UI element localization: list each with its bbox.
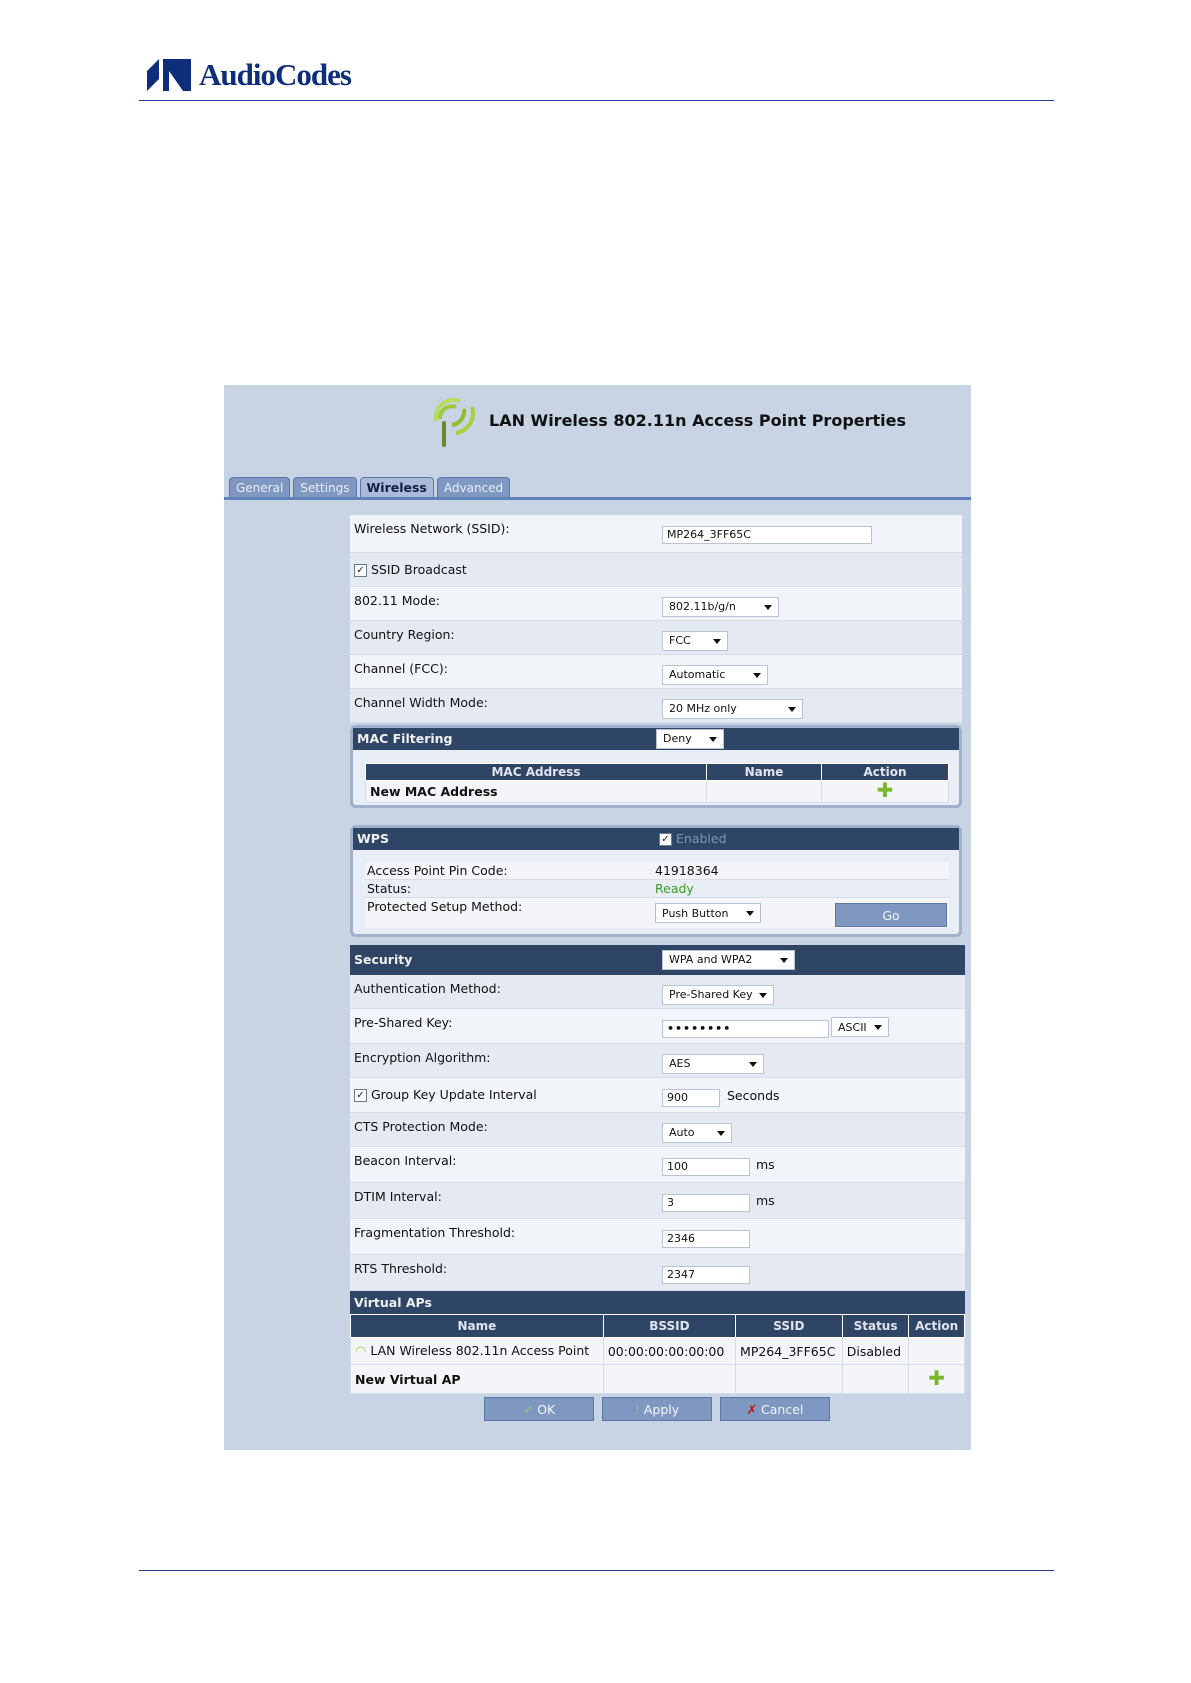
beacon-row bbox=[350, 1147, 965, 1183]
wps-go-button[interactable]: Go bbox=[835, 903, 947, 927]
chevron-down-icon bbox=[874, 1025, 882, 1030]
cts-row bbox=[350, 1113, 965, 1147]
rts-input[interactable] bbox=[662, 1266, 750, 1284]
brand-name: AudioCodes bbox=[199, 57, 351, 92]
chevron-down-icon bbox=[753, 673, 761, 678]
wps-status-label: Status: bbox=[367, 881, 412, 896]
mac-table bbox=[365, 763, 949, 803]
beacon-label: Beacon Interval: bbox=[354, 1153, 457, 1168]
table-cell bbox=[736, 1365, 843, 1394]
mode-label: 802.11 Mode: bbox=[354, 593, 440, 608]
encryption-select[interactable] bbox=[662, 1054, 764, 1074]
dtim-unit: ms bbox=[756, 1193, 775, 1208]
virtual-aps-bar bbox=[350, 1291, 965, 1314]
dtim-input[interactable] bbox=[662, 1194, 750, 1212]
dtim-row bbox=[350, 1183, 965, 1219]
psk-format-value: ASCII bbox=[838, 1020, 867, 1034]
wps-box bbox=[350, 825, 962, 937]
mac-filtering-value: Deny bbox=[663, 732, 692, 745]
group-key-label: Group Key Update Interval bbox=[371, 1087, 537, 1102]
new-virtual-ap-link[interactable]: New Virtual AP bbox=[351, 1365, 604, 1394]
new-mac-address-link[interactable]: New MAC Address bbox=[366, 781, 707, 803]
wps-status-value: Ready bbox=[655, 881, 694, 896]
audiocodes-logo-icon bbox=[145, 57, 193, 93]
tab-bar bbox=[229, 477, 513, 497]
cts-value: Auto bbox=[669, 1126, 695, 1139]
vap-col-action: Action bbox=[909, 1315, 965, 1338]
ssid-label: Wireless Network (SSID): bbox=[354, 521, 510, 536]
group-key-input[interactable] bbox=[662, 1089, 720, 1107]
vap-col-ssid: SSID bbox=[736, 1315, 843, 1338]
wps-bar bbox=[353, 828, 959, 850]
channel-label: Channel (FCC): bbox=[354, 661, 448, 676]
mac-filtering-bar bbox=[353, 728, 959, 750]
header-rule bbox=[139, 100, 1054, 101]
encryption-label: Encryption Algorithm: bbox=[354, 1050, 491, 1065]
auth-label: Authentication Method: bbox=[354, 981, 501, 996]
ssid-broadcast-label: SSID Broadcast bbox=[371, 562, 467, 577]
psk-input[interactable] bbox=[662, 1020, 829, 1038]
psk-label: Pre-Shared Key: bbox=[354, 1015, 453, 1030]
ssid-broadcast-checkbox[interactable]: ✓ bbox=[354, 564, 367, 577]
mac-filtering-box bbox=[350, 725, 962, 808]
wps-label: WPS bbox=[357, 831, 389, 846]
audiocodes-logo bbox=[145, 55, 351, 95]
wps-pin-label: Access Point Pin Code: bbox=[367, 863, 508, 878]
group-key-checkbox[interactable]: ✓ bbox=[354, 1089, 367, 1102]
table-cell bbox=[842, 1365, 909, 1394]
auth-select[interactable] bbox=[662, 985, 774, 1005]
mode-value: 802.11b/g/n bbox=[669, 600, 736, 613]
tab-general[interactable]: General bbox=[229, 477, 290, 498]
chevron-down-icon bbox=[780, 958, 788, 963]
chevron-down-icon bbox=[788, 707, 796, 712]
virtual-aps-table bbox=[350, 1314, 965, 1394]
wireless-icon bbox=[430, 395, 478, 451]
tab-wireless[interactable]: Wireless bbox=[360, 477, 434, 498]
channel-select[interactable] bbox=[662, 665, 768, 685]
ok-button[interactable] bbox=[484, 1397, 594, 1421]
chevron-down-icon bbox=[709, 737, 717, 742]
vap-col-name: Name bbox=[351, 1315, 604, 1338]
apply-icon: ! bbox=[634, 1402, 640, 1417]
vap-col-status: Status bbox=[842, 1315, 909, 1338]
country-value: FCC bbox=[669, 634, 691, 647]
wps-pin-value: 41918364 bbox=[655, 863, 719, 878]
table-cell bbox=[707, 781, 822, 803]
vap-name: LAN Wireless 802.11n Access Point bbox=[370, 1343, 590, 1358]
mac-filtering-select[interactable] bbox=[656, 729, 724, 749]
vap-status: Disabled bbox=[842, 1338, 909, 1365]
chevron-down-icon bbox=[746, 911, 754, 916]
mac-filtering-label: MAC Filtering bbox=[357, 731, 453, 746]
country-select[interactable] bbox=[662, 631, 728, 651]
wps-method-value: Push Button bbox=[662, 906, 729, 920]
virtual-aps-label: Virtual APs bbox=[354, 1295, 432, 1310]
frag-label: Fragmentation Threshold: bbox=[354, 1225, 516, 1240]
wps-fields bbox=[365, 862, 949, 928]
width-label: Channel Width Mode: bbox=[354, 695, 488, 710]
cancel-button[interactable] bbox=[720, 1397, 830, 1421]
close-icon: ✗ bbox=[746, 1402, 758, 1417]
wps-enabled-label: Enabled bbox=[676, 831, 727, 846]
cts-select[interactable] bbox=[662, 1123, 732, 1143]
rts-label: RTS Threshold: bbox=[354, 1261, 448, 1276]
table-row bbox=[351, 1365, 965, 1394]
chevron-down-icon bbox=[764, 605, 772, 610]
frag-row bbox=[350, 1219, 965, 1255]
general-settings bbox=[350, 515, 962, 723]
width-select[interactable] bbox=[662, 699, 803, 719]
mode-select[interactable] bbox=[662, 597, 779, 617]
check-icon: ✓ bbox=[522, 1402, 534, 1417]
chevron-down-icon bbox=[749, 1062, 757, 1067]
psk-format-select[interactable] bbox=[831, 1017, 889, 1037]
ok-label: OK bbox=[537, 1402, 556, 1417]
width-value: 20 MHz only bbox=[669, 702, 737, 715]
security-select[interactable] bbox=[662, 950, 795, 970]
encryption-row bbox=[350, 1044, 965, 1078]
wps-method-select[interactable] bbox=[655, 903, 761, 923]
dtim-label: DTIM Interval: bbox=[354, 1189, 442, 1204]
wps-method-label: Protected Setup Method: bbox=[367, 899, 523, 914]
table-row bbox=[366, 781, 949, 803]
auth-value: Pre-Shared Key bbox=[669, 988, 753, 1001]
beacon-unit: ms bbox=[756, 1157, 775, 1172]
table-cell bbox=[603, 1365, 735, 1394]
tab-underline bbox=[224, 497, 971, 500]
width-row bbox=[350, 689, 962, 723]
cancel-label: Cancel bbox=[761, 1402, 804, 1417]
vap-col-bssid: BSSID bbox=[603, 1315, 735, 1338]
security-settings bbox=[350, 945, 965, 1394]
apply-label: Apply bbox=[643, 1402, 680, 1417]
mac-col-name: Name bbox=[707, 764, 822, 781]
auth-row bbox=[350, 975, 965, 1009]
window-title: LAN Wireless 802.11n Access Point Properties bbox=[489, 411, 907, 430]
rts-row bbox=[350, 1255, 965, 1291]
frag-input[interactable] bbox=[662, 1230, 750, 1248]
channel-value: Automatic bbox=[669, 668, 726, 681]
ssid-row bbox=[350, 515, 962, 553]
channel-row bbox=[350, 655, 962, 689]
wireless-icon: ◠ bbox=[355, 1344, 367, 1359]
mode-row bbox=[350, 587, 962, 621]
table-row[interactable] bbox=[351, 1338, 965, 1365]
group-key-unit: Seconds bbox=[727, 1088, 780, 1103]
wps-enabled-checkbox[interactable]: ✓ bbox=[659, 833, 672, 846]
mac-col-address: MAC Address bbox=[366, 764, 707, 781]
vap-bssid: 00:00:00:00:00:00 bbox=[603, 1338, 735, 1365]
group-key-row bbox=[350, 1078, 965, 1113]
ssid-input[interactable] bbox=[662, 526, 872, 544]
security-bar bbox=[350, 945, 965, 975]
vap-ssid: MP264_3FF65C bbox=[736, 1338, 843, 1365]
properties-window bbox=[224, 385, 971, 1450]
add-mac-icon[interactable]: ✚ bbox=[876, 778, 894, 802]
add-virtual-ap-icon[interactable]: ✚ bbox=[928, 1365, 946, 1390]
mac-col-action: Action bbox=[822, 764, 949, 781]
security-value: WPA and WPA2 bbox=[669, 953, 753, 966]
ssid-broadcast-row bbox=[350, 553, 962, 587]
beacon-input[interactable] bbox=[662, 1158, 750, 1176]
encryption-value: AES bbox=[669, 1057, 691, 1070]
chevron-down-icon bbox=[713, 639, 721, 644]
security-label: Security bbox=[354, 952, 413, 967]
cts-label: CTS Protection Mode: bbox=[354, 1119, 488, 1134]
chevron-down-icon bbox=[759, 993, 767, 998]
psk-row bbox=[350, 1009, 965, 1044]
footer-rule bbox=[139, 1570, 1054, 1571]
chevron-down-icon bbox=[717, 1131, 725, 1136]
country-label: Country Region: bbox=[354, 627, 455, 642]
table-cell bbox=[909, 1338, 965, 1365]
tab-settings[interactable]: Settings bbox=[293, 477, 356, 498]
tab-advanced[interactable]: Advanced bbox=[437, 477, 510, 498]
country-row bbox=[350, 621, 962, 655]
apply-button[interactable] bbox=[602, 1397, 712, 1421]
